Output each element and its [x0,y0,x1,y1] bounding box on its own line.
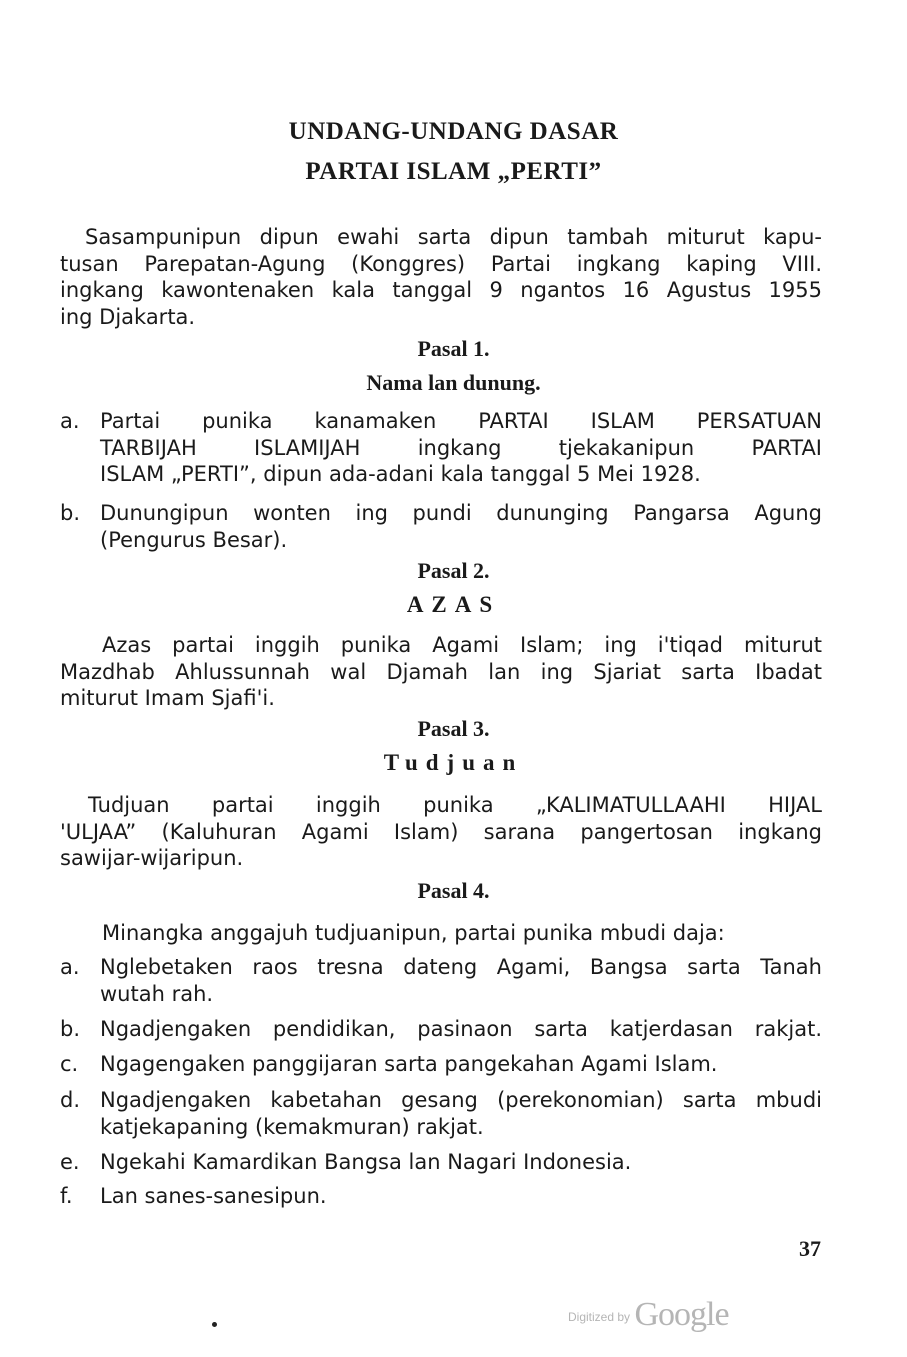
pasal-4-item-c [60,1051,822,1079]
para-line: Azas partai inggih punika Agami Islam; ing i'tiqad miturut [102,633,822,657]
item-line: (Pengurus Besar). [100,527,288,552]
pasal-1-heading: Nama lan dunung. [366,370,541,395]
pasal-4-item-e [60,1149,822,1177]
item-marker: a. [60,955,80,979]
item-line: Ngekahi Kamardikan Bangsa lan Nagari Indonesia. [100,1150,632,1174]
pasal-4-item-f [60,1183,822,1211]
pasal-2-paragraph [60,632,822,712]
watermark-small-text: Digitized by [568,1310,631,1324]
item-marker: d. [60,1088,81,1112]
item-line: Ngadjengaken pendidikan, pasinaon sarta katjerdasan rakjat. [100,1017,822,1041]
document-title-line2: PARTAI ISLAM „PERTI” [305,158,602,185]
item-line: Nglebetaken raos tresna dateng Agami, Bangsa sarta Tanah [100,955,822,979]
pasal-3-paragraph [60,792,822,872]
item-line: wutah rah. [100,981,214,1006]
item-line: TARBIJAH ISLAMIJAH ingkang tjekakanipun PARTAI [100,435,822,460]
pasal-4-item-b [60,1016,822,1044]
pasal-3-heading: Tudjuan [383,750,524,775]
para-line: 'ULJAA” (Kaluhuran Agami Islam) sarana pangertosan ingkang [60,819,822,844]
item-marker: c. [60,1052,79,1076]
pasal-4-item-a [60,954,822,1008]
pasal-3-label: Pasal 3. [417,716,490,741]
para-line: miturut Imam Sjafi'i. [60,686,275,710]
page-number: 37 [799,1236,821,1261]
para-line: sawijar-wijaripun. [60,846,244,870]
intro-line: ing Djakarta. [60,304,196,329]
item-marker: e. [60,1150,80,1174]
para-line: Minangka anggajuh tudjuanipun, partai punika mbudi daja: [102,921,725,945]
pasal-4-label: Pasal 4. [417,878,490,903]
document-title-line1: UNDANG-UNDANG DASAR [288,118,619,145]
item-line: Dunungipun wonten ing pundi dununging Pangarsa Agung [100,501,822,525]
item-line: Lan sanes-sanesipun. [100,1184,327,1208]
pasal-4-intro [102,920,822,947]
para-line: Tudjuan partai inggih punika „KALIMATULLAAHI HIJAL [88,793,822,817]
item-line: ISLAM „PERTI”, dipun ada-adani kala tanggal 5 Mei 1928. [100,462,701,486]
google-logo: Google [634,1296,729,1333]
pasal-2-heading: AZAS [406,592,501,617]
item-marker: b. [60,501,81,525]
item-line: katjekapaning (kemakmuran) rakjat. [100,1114,484,1139]
pasal-1-item-a [60,408,822,488]
item-marker: b. [60,1017,81,1041]
intro-line: Sasampunipun dipun ewahi sarta dipun tambah miturut kapu- [85,225,822,249]
intro-line: tusan Parepatan-Agung (Konggres) Partai ingkang kaping VIII. [60,251,822,276]
pasal-1-item-b [60,500,822,554]
intro-line: ingkang kawontenaken kala tanggal 9 ngantos 16 Agustus 1955 [60,278,822,302]
item-marker: a. [60,409,80,433]
item-line: Partai punika kanamaken PARTAI ISLAM PERSATUAN [100,409,822,433]
item-marker: f. [60,1184,73,1208]
pasal-4-item-d [60,1087,822,1141]
item-line: Ngagengaken panggijaran sarta pangekahan Agami Islam. [100,1052,718,1076]
para-line: Mazdhab Ahlussunnah wal Djamah lan ing Sjariat sarta Ibadat [60,659,822,684]
speck [212,1322,217,1327]
item-line: Ngadjengaken kabetahan gesang (perekonomian) sarta mbudi [100,1088,822,1112]
pasal-2-label: Pasal 2. [417,558,490,583]
digitized-watermark [568,1296,729,1334]
intro-paragraph [60,224,822,330]
pasal-1-label: Pasal 1. [417,336,490,361]
